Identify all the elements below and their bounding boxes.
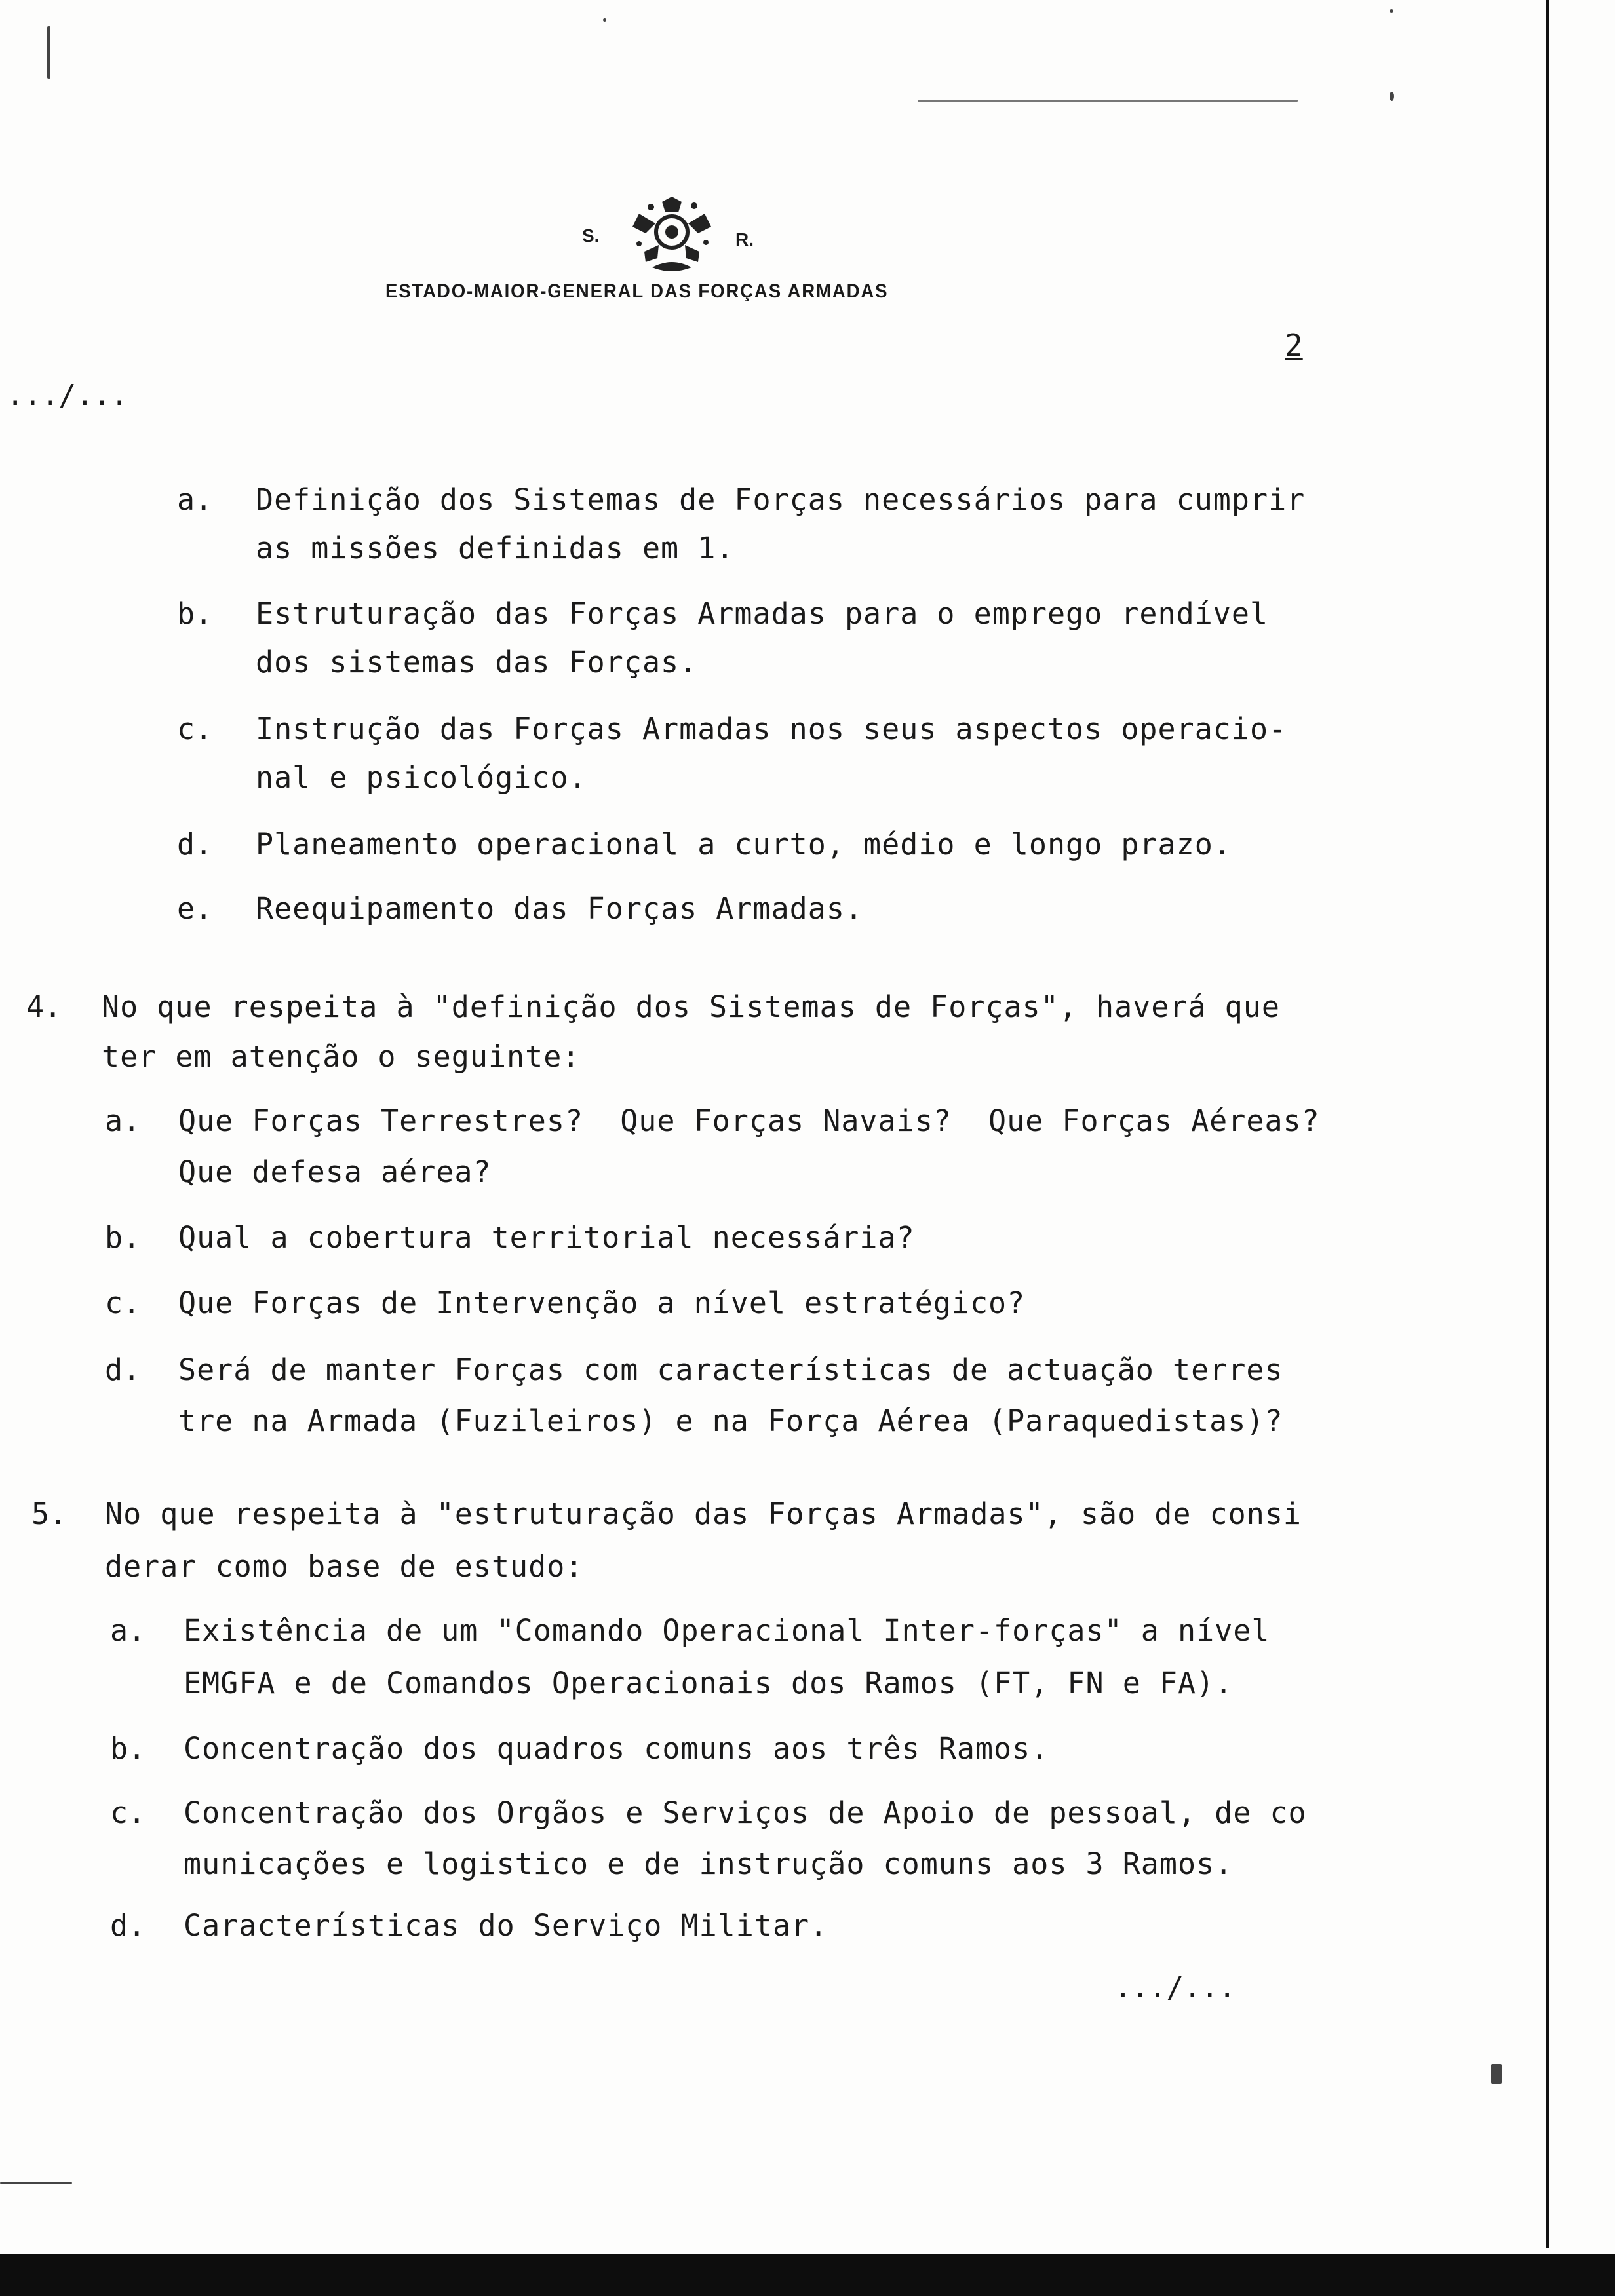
list-item-text: Existência de um "Comando Operacional Inter-forças" a nível [184, 1613, 1270, 1648]
list-item-text: Que Forças Terrestres? Que Forças Navais? Que Forças Aéreas? [178, 1103, 1320, 1138]
list-marker: a. [110, 1613, 146, 1648]
list-marker: a. [177, 482, 213, 517]
list-item-text: nal e psicológico. [256, 760, 587, 795]
list-item-text: Características do Serviço Militar. [184, 1908, 828, 1943]
scan-right-edge [1546, 0, 1549, 2248]
list-marker: b. [105, 1220, 141, 1255]
scan-speck [1390, 9, 1393, 13]
list-marker: d. [105, 1352, 141, 1387]
list-marker: c. [105, 1286, 141, 1320]
list-item-text: Qual a cobertura territorial necessária? [178, 1220, 915, 1255]
coat-of-arms-seal [626, 194, 718, 279]
list-item-text: dos sistemas das Forças. [256, 645, 698, 679]
list-item-text: Reequipamento das Forças Armadas. [256, 891, 864, 926]
page-number: 2 [1285, 328, 1303, 363]
list-item-text: municações e logistico e de instrução comuns aos 3 Ramos. [184, 1846, 1234, 1881]
section-number: 5. [31, 1497, 68, 1531]
scan-bottom-band [0, 2254, 1615, 2296]
list-item-text: Que defesa aérea? [178, 1155, 492, 1189]
list-item-text: Instrução das Forças Armadas nos seus aspectos operacio- [256, 712, 1287, 746]
list-item-text: Concentração dos quadros comuns aos três Ramos. [184, 1731, 1049, 1766]
seal-left-letter: S. [582, 225, 600, 246]
scan-speck [918, 100, 1298, 102]
list-marker: d. [110, 1908, 146, 1943]
scan-speck [1491, 2064, 1502, 2084]
scan-speck [603, 18, 606, 22]
list-item-text: Definição dos Sistemas de Forças necessários para cumprir [256, 482, 1306, 517]
scan-speck [0, 2182, 72, 2184]
continuation-marker-top: .../... [7, 379, 128, 412]
seal-right-letter: R. [735, 229, 754, 250]
list-marker: a. [105, 1103, 141, 1138]
list-item-text: Que Forças de Intervenção a nível estratégico? [178, 1286, 1026, 1320]
organization-heading: ESTADO-MAIOR-GENERAL DAS FORÇAS ARMADAS [385, 280, 889, 302]
list-marker: d. [177, 827, 213, 862]
continuation-marker-bottom: .../... [1114, 1971, 1236, 2004]
list-item-text: Concentração dos Orgãos e Serviços de Apoio de pessoal, de co [184, 1795, 1307, 1830]
section-intro: ter em atenção o seguinte: [102, 1039, 581, 1074]
list-marker: c. [110, 1795, 146, 1830]
list-item-text: EMGFA e de Comandos Operacionais dos Ramos (FT, FN e FA). [184, 1666, 1234, 1700]
list-marker: c. [177, 712, 213, 746]
list-marker: b. [177, 596, 213, 631]
list-item-text: Planeamento operacional a curto, médio e longo prazo. [256, 827, 1232, 862]
list-item-text: Estruturação das Forças Armadas para o emprego rendível [256, 596, 1269, 631]
section-number: 4. [26, 989, 62, 1024]
scan-speck [47, 26, 50, 79]
list-item-text: Será de manter Forças com características de actuação terres [178, 1352, 1283, 1387]
section-intro: No que respeita à "estruturação das Forças Armadas", são de consi [105, 1497, 1302, 1531]
list-marker: e. [177, 891, 213, 926]
section-intro: No que respeita à "definição dos Sistemas de Forças", haverá que [102, 989, 1280, 1024]
list-item-text: as missões definidas em 1. [256, 531, 735, 565]
list-marker: b. [110, 1731, 146, 1766]
scan-speck [1390, 92, 1394, 101]
list-item-text: tre na Armada (Fuzileiros) e na Força Aérea (Paraquedistas)? [178, 1404, 1283, 1438]
section-intro: derar como base de estudo: [105, 1549, 584, 1584]
